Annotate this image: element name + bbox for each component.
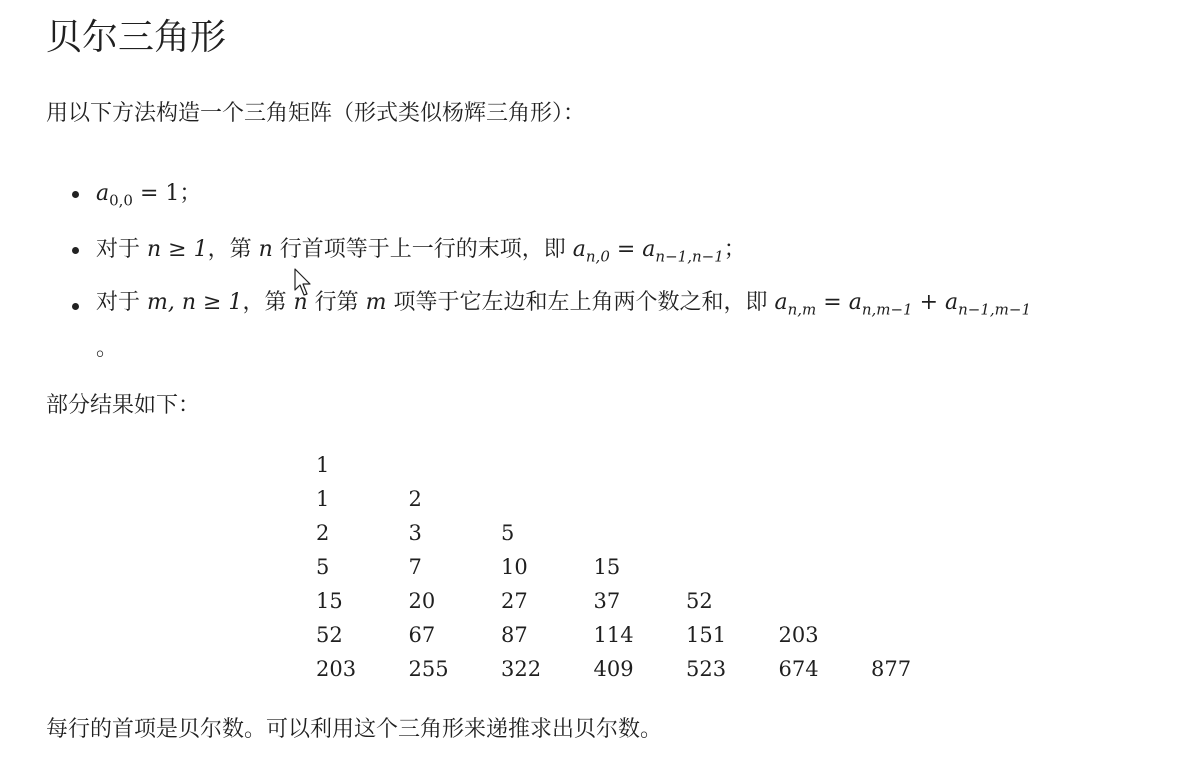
rule-first-item: 对于 n ≥ 1，第 n 行首项等于上一行的末项，即 $a_{n,0} = a_{n-1,n-1}$；: [46, 224, 1186, 276]
formula-m: m: [365, 290, 387, 315]
table-cell: 67: [408, 623, 436, 647]
table-cell: 1: [316, 453, 330, 477]
table-cell: 255: [408, 657, 449, 681]
table-cell: 322: [501, 657, 542, 681]
formula-first-item: $a_{n,0} = a_{n-1,n-1}$: [572, 237, 724, 266]
formula-recurrence: $a_{n,m} = a_{n,m-1} + a_{n-1,m-1}$: [774, 290, 1032, 319]
table-cell: 2: [316, 521, 330, 545]
table-cell: 15: [316, 589, 343, 613]
bell-number-note: 每行的首项是贝尔数。可以利用这个三角形来递推求出贝尔数。: [46, 717, 663, 742]
bell-triangle-table: [316, 448, 964, 686]
table-row: [316, 482, 964, 516]
table-cell: 7: [408, 555, 422, 579]
mouse-pointer-icon: [294, 268, 314, 298]
table-cell: 203: [778, 623, 819, 647]
table-cell: 114: [593, 623, 634, 647]
table-cell: 2: [408, 487, 422, 511]
table-cell: 10: [501, 555, 528, 579]
table-cell: 87: [501, 623, 528, 647]
formula-n: n: [293, 290, 308, 315]
table-cell: 523: [686, 657, 727, 681]
page-title: 贝尔三角形: [46, 17, 227, 58]
table-cell: 1: [316, 487, 330, 511]
table-cell: 203: [316, 657, 357, 681]
table-row: [316, 550, 964, 584]
table-cell: 27: [501, 589, 528, 613]
table-cell: 674: [778, 657, 819, 681]
table-cell: 409: [593, 657, 634, 681]
rules-list: [46, 168, 1186, 376]
table-row: [316, 448, 964, 482]
formula-n-ge-1: n ≥ 1: [147, 237, 208, 262]
formula-n: n: [258, 237, 273, 262]
formula-m-n-ge-1: m, n ≥ 1: [147, 290, 243, 315]
rule-base-case: $a_{0,0} = 1$；: [46, 168, 1186, 220]
table-cell: 877: [871, 657, 912, 681]
table-cell: 3: [408, 521, 422, 545]
partial-results-label: 部分结果如下：: [46, 393, 201, 418]
intro-paragraph: 用以下方法构造一个三角矩阵（形式类似杨辉三角形）：: [46, 101, 586, 126]
table-cell: 37: [593, 589, 621, 613]
table-row: [316, 516, 964, 550]
table-row: [316, 618, 964, 652]
table-row: [316, 584, 964, 618]
table-cell: 15: [593, 555, 621, 579]
formula-base: $a_{0,0} = 1$: [96, 181, 180, 210]
table-cell: 5: [501, 521, 515, 545]
table-cell: 52: [686, 589, 713, 613]
table-cell: 20: [408, 589, 436, 613]
table-cell: 5: [316, 555, 330, 579]
rule-recurrence: 对于 m, n ≥ 1，第 n 行第 m 项等于它左边和左上角两个数之和，即 $a_{n,m} = a_{n,m-1} + a_{n-1,m-1}$ 。: [46, 280, 1186, 372]
table-cell: 151: [686, 623, 727, 647]
table-cell: 52: [316, 623, 343, 647]
table-row: [316, 652, 964, 686]
